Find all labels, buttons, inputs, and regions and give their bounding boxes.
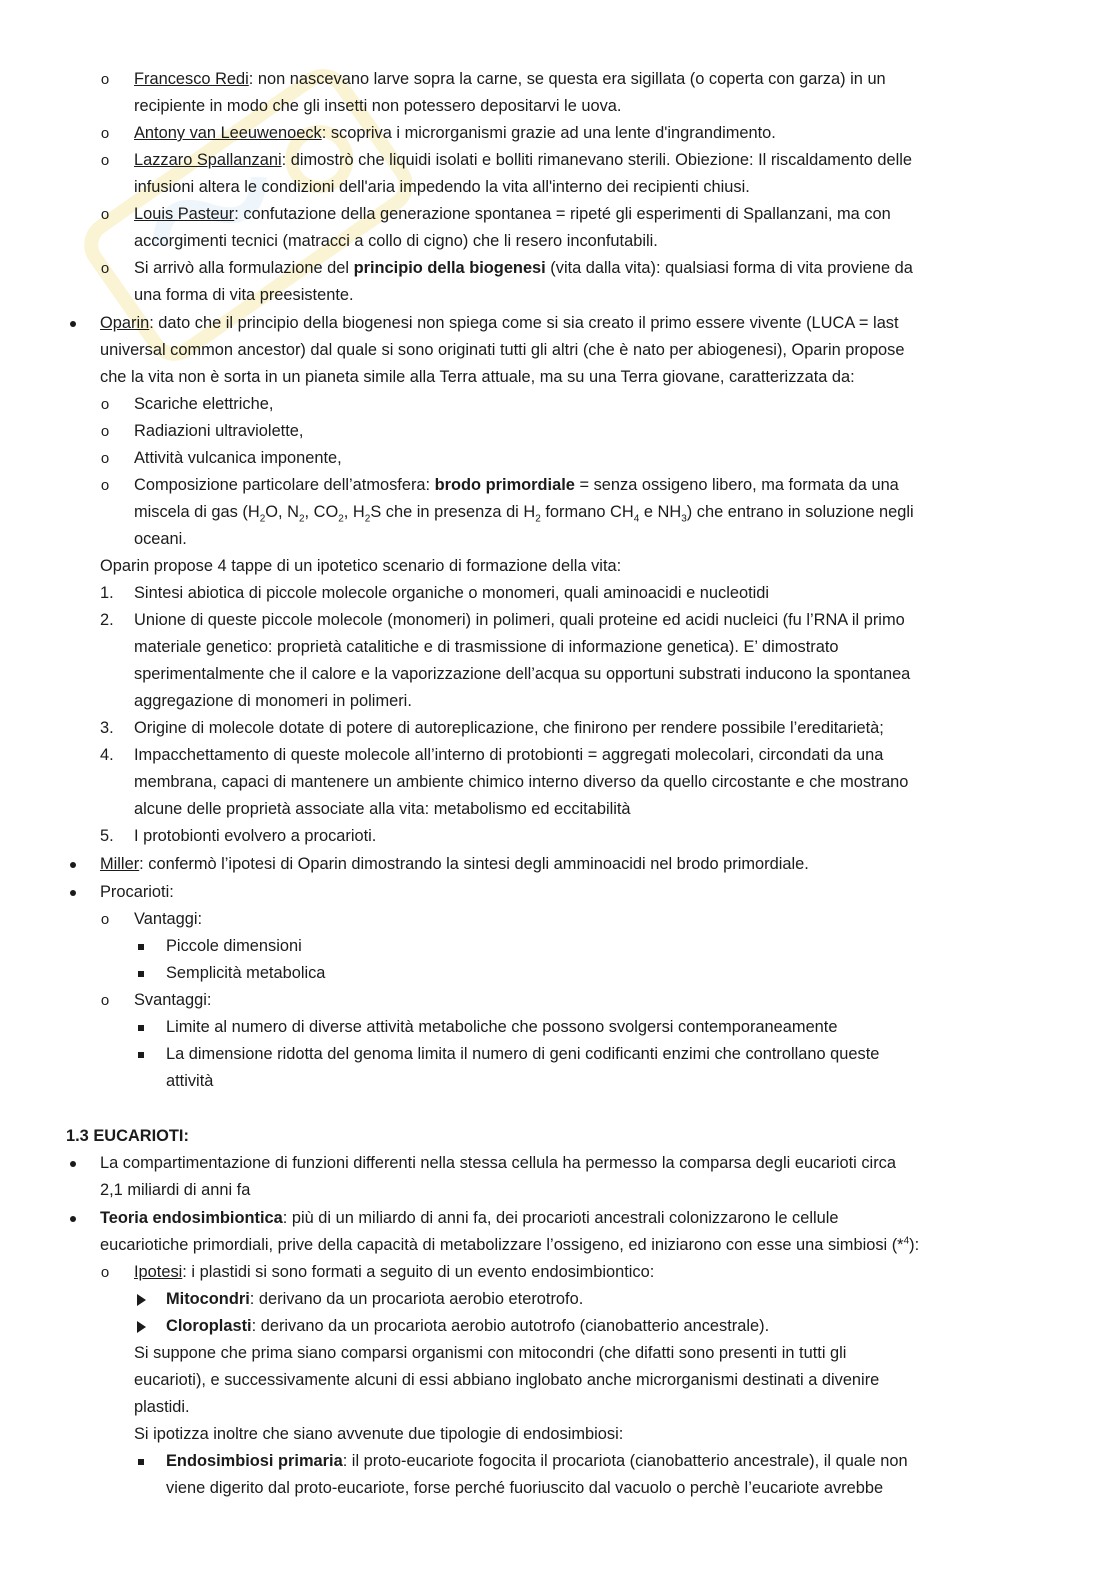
vantaggi-label: Vantaggi: (134, 910, 203, 928)
mitocondri-text: : derivano da un procariota aerobio eterotrofo. (249, 1290, 584, 1308)
ipotesi-text: : i plastidi si sono formati a seguito di un evento endosimbiontico: (182, 1263, 655, 1281)
compartimentazione-text: 2,1 miliardi di anni fa (100, 1181, 251, 1199)
circle-o-icon: o (100, 125, 110, 142)
biogenesi-bold: principio della biogenesi (353, 259, 546, 277)
name-spallanzani: Lazzaro Spallanzani (134, 151, 282, 169)
circle-o-icon: o (100, 450, 110, 467)
step-text: sperimentalmente che il calore e la vaporizzazione dell’acqua su opportuni substrati inducono la spontanea (134, 665, 911, 683)
suppone-text: plastidi. (134, 1398, 190, 1416)
step-text: membrana, capaci di mantenere un ambiente chimico interno diverso da quello circostante e che mostrano (134, 773, 909, 791)
name-leeuwenoeck: Antony van Leeuwenoeck (134, 124, 322, 142)
endosimbiosi-bold: Endosimbiosi primaria (166, 1452, 343, 1470)
teoria-bold: Teoria endosimbiontica (100, 1209, 283, 1227)
svantaggio-text: La dimensione ridotta del genoma limita il numero di geni codificanti enzimi che controllano queste (166, 1045, 880, 1063)
condition-text: Attività vulcanica imponente, (134, 449, 342, 467)
bullet-dot-icon (66, 879, 80, 906)
section-heading: 1.3 EUCARIOTI: (66, 1127, 189, 1145)
ipotesi-label: Ipotesi (134, 1263, 183, 1281)
tappe-intro-text: Oparin propose 4 tappe di un ipotetico scenario di formazione della vita: (100, 557, 622, 575)
square-icon (136, 1448, 146, 1475)
pasteur-text: : confutazione della generazione spontanea = ripeté gli esperimenti di Spallanzani, ma con (234, 205, 891, 223)
step-number: 5. (100, 827, 114, 845)
circle-o-icon: o (100, 206, 110, 223)
spallanzani-text: : dimostrò che liquidi isolati e bolliti rimanevano sterili. Obiezione: Il riscaldamento delle (281, 151, 913, 169)
cloroplasti-bold: Cloroplasti (166, 1317, 252, 1335)
circle-o-icon: o (100, 992, 110, 1009)
redi-text: : non nascevano larve sopra la carne, se questa era sigillata (o coperta con garza) in un (248, 70, 886, 88)
name-miller: Miller (100, 855, 140, 873)
atmosfera-post: = senza ossigeno libero, ma formata da una (574, 476, 899, 494)
redi-text-2: recipiente in modo che gli insetti non potessero depositarvi le uova. (134, 97, 622, 115)
step-text: alcune delle proprietà associate alla vita: metabolismo ed eccitabilità (134, 800, 631, 818)
teoria-text-2: eucariotiche primordiali, prive della capacità di metabolizzare l’ossigeno, ed iniziarono con esse una simbiosi (*$^4$): (100, 1235, 920, 1254)
leeuwenoeck-text: : scopriva i microrganismi grazie ad una lente d'ingrandimento. (321, 124, 776, 142)
bullet-dot-icon (66, 310, 80, 337)
circle-o-icon: o (100, 396, 110, 413)
circle-o-icon: o (100, 477, 110, 494)
compartimentazione-text: La compartimentazione di funzioni differenti nella stessa cellula ha permesso la comparsa degli eucarioti circa (100, 1154, 896, 1172)
gas-formula-line: miscela di gas ($H_2O$, $N_2$, $CO_2$, $H_2S$ che in presenza di $H_2$ formano $CH_4$ e $NH_3$) che entrano in soluzione negli (134, 503, 914, 525)
oparin-text-3: che la vita non è sorta in un pianeta simile alla Terra attuale, ma su una Terra giovane, caratterizzata da: (100, 368, 855, 386)
name-redi: Francesco Redi (134, 70, 249, 88)
name-pasteur: Louis Pasteur (134, 205, 235, 223)
step-text: materiale genetico: proprietà catalitiche e di trasmissione di informazione genetica). E’ dimostrato (134, 638, 839, 656)
step-text: Sintesi abiotica di piccole molecole organiche o monomeri, quali aminoacidi e nucleotidi (134, 584, 770, 602)
step-text: Unione di queste piccole molecole (monomeri) in polimeri, quali proteine ed acidi nucleici (fu l’RNA il primo (134, 611, 905, 629)
circle-o-icon: o (100, 911, 110, 928)
brodo-primordiale: brodo primordiale (434, 476, 575, 494)
endosimbiosi-text: : il proto-eucariote fogocita il procariota (cianobatterio ancestrale), il quale non (342, 1452, 908, 1470)
bullet-dot-icon (66, 1150, 80, 1177)
condition-text: Radiazioni ultraviolette, (134, 422, 304, 440)
miller-text: : confermò l’ipotesi di Oparin dimostrando la sintesi degli amminoacidi nel brodo primordiale. (139, 855, 809, 873)
step-number: 4. (100, 746, 114, 764)
vantaggio-text: Piccole dimensioni (166, 937, 302, 955)
svantaggi-label: Svantaggi: (134, 991, 212, 1009)
biogenesi-text-2: una forma di vita preesistente. (134, 286, 354, 304)
endosimbiosi-text-2: viene digerito dal proto-eucariote, forse perché fuoriuscito dal vacuolo o perchè l’eucariote avrebbe (166, 1479, 884, 1497)
biogenesi-pre: Si arrivò alla formulazione del (134, 259, 354, 277)
square-icon (136, 1041, 146, 1068)
step-text: I protobionti evolvero a procarioti. (134, 827, 377, 845)
step-number: 3. (100, 719, 114, 737)
step-number: 2. (100, 611, 114, 629)
square-icon (136, 933, 146, 960)
step-text: Origine di molecole dotate di potere di autoreplicazione, che finirono per rendere possibile l’ereditarietà; (134, 719, 884, 737)
name-oparin: Oparin (100, 314, 150, 332)
svantaggio-text: attività (166, 1072, 214, 1090)
square-icon (136, 1014, 146, 1041)
oceani-text: oceani. (134, 530, 187, 548)
ipotizza-text: Si ipotizza inoltre che siano avvenute due tipologie di endosimbiosi: (134, 1425, 624, 1443)
procarioti-title: Procarioti: (100, 883, 174, 901)
circle-o-icon: o (100, 423, 110, 440)
mitocondri-bold: Mitocondri (166, 1290, 250, 1308)
condition-text: Scariche elettriche, (134, 395, 274, 413)
svantaggio-text: Limite al numero di diverse attività metaboliche che possono svolgersi contemporaneamente (166, 1018, 838, 1036)
vantaggio-text: Semplicità metabolica (166, 964, 326, 982)
oparin-text: : dato che il principio della biogenesi non spiega come si sia creato il primo essere vivente (LUCA = last (149, 314, 899, 332)
pasteur-text-2: accorgimenti tecnici (matracci a collo di cigno) che li resero inconfutabili. (134, 232, 658, 250)
oparin-text-2: universal common ancestor) dal quale si sono originati tutti gli altri (che è nato per abiogenesi), Oparin propose (100, 341, 905, 359)
circle-o-icon: o (100, 71, 110, 88)
suppone-text: Si suppone che prima siano comparsi organismi con mitocondri (che difatti sono presenti in tutti gli (134, 1344, 847, 1362)
cloroplasti-text: : derivano da un procariota aerobio autotrofo (cianobatterio ancestrale). (251, 1317, 770, 1335)
arrowhead-icon (136, 1286, 146, 1313)
arrowhead-icon (136, 1313, 146, 1340)
atmosfera-pre: Composizione particolare dell’atmosfera: (134, 476, 435, 494)
circle-o-icon: o (100, 1264, 110, 1281)
bullet-dot-icon (66, 851, 80, 878)
spallanzani-text-2: infusioni altera le condizioni dell'aria impedendo la vita all'interno dei recipienti chiusi. (134, 178, 750, 196)
circle-o-icon: o (100, 260, 110, 277)
step-text: aggregazione di monomeri in polimeri. (134, 692, 412, 710)
step-text: Impacchettamento di queste molecole all’interno di protobionti = aggregati molecolari, circondati da una (134, 746, 884, 764)
teoria-text: : più di un miliardo di anni fa, dei procarioti ancestrali colonizzarono le cellule (282, 1209, 839, 1227)
biogenesi-post: (vita dalla vita): qualsiasi forma di vita proviene da (545, 259, 913, 277)
circle-o-icon: o (100, 152, 110, 169)
bullet-dot-icon (66, 1205, 80, 1232)
suppone-text: eucarioti), e successivamente alcuni di essi abbiano inglobato anche microrganismi destinati a divenire (134, 1371, 880, 1389)
step-number: 1. (100, 584, 114, 602)
square-icon (136, 960, 146, 987)
